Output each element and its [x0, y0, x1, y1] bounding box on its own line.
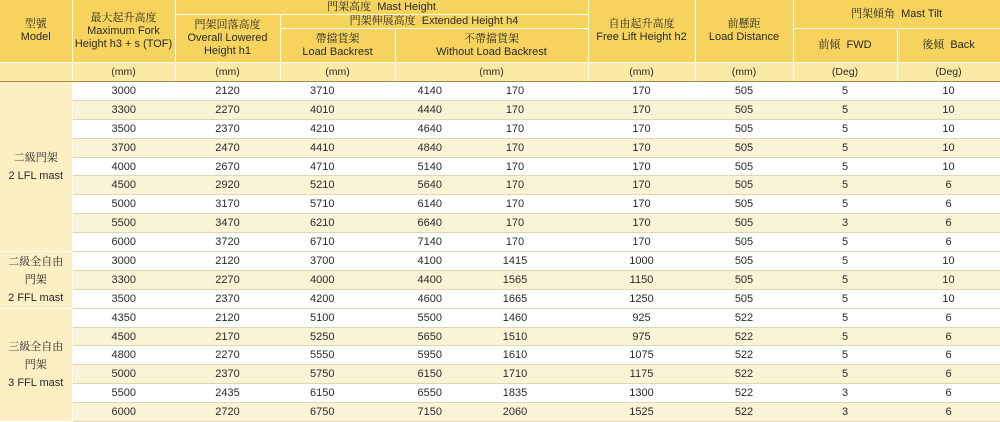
load-distance-cell: 505: [695, 233, 793, 252]
no-backrest-extra-cell: 1460: [442, 308, 588, 327]
no-backrest-extra-cell: 170: [442, 195, 588, 214]
ext-height-no-backrest-cell: 4400: [395, 270, 442, 289]
no-backrest-extra-cell: 170: [442, 214, 588, 233]
table-row: [0, 214, 1000, 233]
tilt-back-cell: 10: [897, 270, 1000, 289]
tilt-fwd-cell: 5: [793, 82, 897, 101]
lowered-height-cell: 2120: [175, 252, 280, 271]
lowered-height-cell: 2720: [175, 403, 280, 422]
ext-height-backrest-cell: 6750: [280, 403, 395, 422]
table-body: [0, 82, 1000, 422]
table-row: [0, 100, 1000, 119]
ext-height-backrest-cell: 6210: [280, 214, 395, 233]
load-distance-cell: 505: [695, 82, 793, 101]
free-lift-cell: 1300: [588, 384, 695, 403]
lowered-height-cell: 2270: [175, 100, 280, 119]
unit-fwd: (Deg): [793, 63, 897, 82]
lowered-height-cell: 2120: [175, 308, 280, 327]
tilt-back-cell: 6: [897, 176, 1000, 195]
ext-height-no-backrest-cell: 5640: [395, 176, 442, 195]
model-header: 型號 Model: [0, 0, 72, 63]
no-backrest-extra-cell: 1510: [442, 327, 588, 346]
ext-height-no-backrest-cell: 4840: [395, 138, 442, 157]
tilt-fwd-cell: 3: [793, 384, 897, 403]
tilt-fwd-cell: 3: [793, 403, 897, 422]
max-fork-height-cell: 3000: [72, 252, 175, 271]
load-distance-cell: 522: [695, 346, 793, 365]
ext-height-no-backrest-cell: 4600: [395, 289, 442, 308]
table-row: [0, 327, 1000, 346]
overall-lowered-header: 門架回落高度 Overall Lowered Height h1: [175, 15, 280, 63]
ext-height-backrest-cell: 5550: [280, 346, 395, 365]
ext-height-no-backrest-cell: 5650: [395, 327, 442, 346]
ext-height-backrest-cell: 6710: [280, 233, 395, 252]
tilt-fwd-cell: 5: [793, 195, 897, 214]
unit-max-fork: (mm): [72, 63, 175, 82]
lowered-height-cell: 2270: [175, 270, 280, 289]
model-cell: 二級門架 2 LFL mast: [0, 82, 72, 252]
load-distance-cell: 505: [695, 138, 793, 157]
tilt-fwd-cell: 5: [793, 289, 897, 308]
lowered-height-cell: 3720: [175, 233, 280, 252]
free-lift-cell: 1175: [588, 365, 695, 384]
tilt-fwd-cell: 5: [793, 252, 897, 271]
ext-height-no-backrest-cell: 4640: [395, 119, 442, 138]
ext-height-backrest-cell: 6150: [280, 384, 395, 403]
ext-height-no-backrest-cell: 4140: [395, 82, 442, 101]
without-load-backrest-header: 不帶擋貨架 Without Load Backrest: [395, 29, 588, 63]
lowered-height-cell: 2370: [175, 365, 280, 384]
max-fork-height-cell: 5000: [72, 365, 175, 384]
load-distance-cell: 505: [695, 176, 793, 195]
lowered-height-cell: 2435: [175, 384, 280, 403]
tilt-back-cell: 10: [897, 82, 1000, 101]
table-row: [0, 289, 1000, 308]
no-backrest-extra-cell: 170: [442, 82, 588, 101]
free-lift-cell: 1000: [588, 252, 695, 271]
free-lift-header: 自由起升高度 Free Lift Height h2: [588, 0, 695, 63]
load-distance-cell: 522: [695, 365, 793, 384]
free-lift-cell: 170: [588, 100, 695, 119]
table-row: [0, 365, 1000, 384]
table-row: [0, 384, 1000, 403]
ext-height-no-backrest-cell: 5500: [395, 308, 442, 327]
ext-height-backrest-cell: 3700: [280, 252, 395, 271]
max-fork-height-cell: 4800: [72, 346, 175, 365]
fwd-header: 前傾 FWD: [793, 29, 897, 63]
tilt-fwd-cell: 5: [793, 100, 897, 119]
no-backrest-extra-cell: 170: [442, 176, 588, 195]
tilt-back-cell: 10: [897, 289, 1000, 308]
ext-height-backrest-cell: 3710: [280, 82, 395, 101]
no-backrest-extra-cell: 170: [442, 138, 588, 157]
tilt-fwd-cell: 5: [793, 233, 897, 252]
lowered-height-cell: 3170: [175, 195, 280, 214]
ext-height-backrest-cell: 4210: [280, 119, 395, 138]
lowered-height-cell: 3470: [175, 214, 280, 233]
no-backrest-extra-cell: 170: [442, 100, 588, 119]
tilt-back-cell: 6: [897, 195, 1000, 214]
tilt-fwd-cell: 5: [793, 176, 897, 195]
free-lift-cell: 170: [588, 157, 695, 176]
unit-load-distance: (mm): [695, 63, 793, 82]
mast-tilt-header: 門架傾角 Mast Tilt: [793, 0, 1000, 29]
load-distance-cell: 522: [695, 403, 793, 422]
no-backrest-extra-cell: 1610: [442, 346, 588, 365]
max-fork-height-cell: 3300: [72, 270, 175, 289]
tilt-fwd-cell: 5: [793, 346, 897, 365]
max-fork-height-cell: 6000: [72, 403, 175, 422]
load-distance-cell: 505: [695, 252, 793, 271]
tilt-back-cell: 10: [897, 252, 1000, 271]
tilt-fwd-cell: 5: [793, 327, 897, 346]
no-backrest-extra-cell: 170: [442, 233, 588, 252]
tilt-fwd-cell: 5: [793, 157, 897, 176]
load-backrest-header: 帶擋貨架 Load Backrest: [280, 29, 395, 63]
tilt-back-cell: 6: [897, 233, 1000, 252]
load-distance-cell: 505: [695, 270, 793, 289]
lowered-height-cell: 2270: [175, 346, 280, 365]
ext-height-backrest-cell: 5250: [280, 327, 395, 346]
tilt-fwd-cell: 5: [793, 138, 897, 157]
table-row: [0, 157, 1000, 176]
ext-height-backrest-cell: 5210: [280, 176, 395, 195]
table-row: [0, 308, 1000, 327]
max-fork-height-cell: 3500: [72, 119, 175, 138]
free-lift-cell: 1075: [588, 346, 695, 365]
ext-height-backrest-cell: 5100: [280, 308, 395, 327]
free-lift-cell: 1250: [588, 289, 695, 308]
lowered-height-cell: 2370: [175, 289, 280, 308]
max-fork-height-header: 最大起升高度 Maximum Fork Height h3 + s (TOF): [72, 0, 175, 63]
free-lift-cell: 170: [588, 138, 695, 157]
ext-height-no-backrest-cell: 6640: [395, 214, 442, 233]
lowered-height-cell: 2170: [175, 327, 280, 346]
free-lift-cell: 1525: [588, 403, 695, 422]
max-fork-height-cell: 3700: [72, 138, 175, 157]
ext-height-backrest-cell: 4010: [280, 100, 395, 119]
free-lift-cell: 170: [588, 82, 695, 101]
load-distance-cell: 505: [695, 289, 793, 308]
max-fork-height-cell: 3000: [72, 82, 175, 101]
unit-free-lift: (mm): [588, 63, 695, 82]
unit-back: (Deg): [897, 63, 1000, 82]
ext-height-backrest-cell: 5710: [280, 195, 395, 214]
table-row: [0, 233, 1000, 252]
unit-lowered: (mm): [175, 63, 280, 82]
ext-height-no-backrest-cell: 5140: [395, 157, 442, 176]
no-backrest-extra-cell: 170: [442, 157, 588, 176]
no-backrest-extra-cell: 170: [442, 119, 588, 138]
ext-height-backrest-cell: 4710: [280, 157, 395, 176]
tilt-back-cell: 6: [897, 308, 1000, 327]
unit-no-backrest: (mm): [395, 63, 588, 82]
tilt-back-cell: 10: [897, 100, 1000, 119]
table-row: [0, 138, 1000, 157]
ext-height-no-backrest-cell: 4440: [395, 100, 442, 119]
max-fork-height-cell: 4500: [72, 176, 175, 195]
load-distance-cell: 505: [695, 214, 793, 233]
mast-height-header: 門架高度 Mast Height: [175, 0, 588, 15]
max-fork-height-cell: 6000: [72, 233, 175, 252]
load-distance-cell: 522: [695, 327, 793, 346]
ext-height-no-backrest-cell: 4100: [395, 252, 442, 271]
max-fork-height-cell: 5000: [72, 195, 175, 214]
no-backrest-extra-cell: 1710: [442, 365, 588, 384]
free-lift-cell: 170: [588, 214, 695, 233]
free-lift-cell: 975: [588, 327, 695, 346]
table-row: [0, 270, 1000, 289]
tilt-back-cell: 10: [897, 138, 1000, 157]
ext-height-no-backrest-cell: 6150: [395, 365, 442, 384]
max-fork-height-cell: 5500: [72, 384, 175, 403]
load-distance-cell: 505: [695, 100, 793, 119]
max-fork-height-cell: 3500: [72, 289, 175, 308]
ext-height-backrest-cell: 4200: [280, 289, 395, 308]
load-distance-cell: 505: [695, 195, 793, 214]
ext-height-no-backrest-cell: 7140: [395, 233, 442, 252]
free-lift-cell: 1150: [588, 270, 695, 289]
load-distance-cell: 505: [695, 157, 793, 176]
table-row: [0, 176, 1000, 195]
load-distance-header: 前懸距 Load Distance: [695, 0, 793, 63]
ext-height-backrest-cell: 5750: [280, 365, 395, 384]
load-distance-cell: 505: [695, 119, 793, 138]
tilt-back-cell: 6: [897, 403, 1000, 422]
tilt-back-cell: 6: [897, 384, 1000, 403]
table-row: [0, 82, 1000, 101]
tilt-back-cell: 6: [897, 327, 1000, 346]
tilt-fwd-cell: 5: [793, 119, 897, 138]
table-row: [0, 252, 1000, 271]
tilt-back-cell: 6: [897, 346, 1000, 365]
tilt-back-cell: 6: [897, 365, 1000, 384]
tilt-fwd-cell: 3: [793, 214, 897, 233]
unit-blank: [0, 63, 72, 82]
ext-height-no-backrest-cell: 5950: [395, 346, 442, 365]
tilt-back-cell: 6: [897, 214, 1000, 233]
max-fork-height-cell: 3300: [72, 100, 175, 119]
free-lift-cell: 170: [588, 176, 695, 195]
lowered-height-cell: 2370: [175, 119, 280, 138]
table-row: [0, 195, 1000, 214]
table-header: [0, 0, 1000, 82]
free-lift-cell: 170: [588, 119, 695, 138]
tilt-back-cell: 10: [897, 119, 1000, 138]
ext-height-no-backrest-cell: 6140: [395, 195, 442, 214]
max-fork-height-cell: 5500: [72, 214, 175, 233]
free-lift-cell: 925: [588, 308, 695, 327]
extended-height-header: 門架伸展高度 Extended Height h4: [280, 15, 588, 29]
table-row: [0, 403, 1000, 422]
ext-height-no-backrest-cell: 7150: [395, 403, 442, 422]
load-distance-cell: 522: [695, 384, 793, 403]
no-backrest-extra-cell: 1565: [442, 270, 588, 289]
no-backrest-extra-cell: 1835: [442, 384, 588, 403]
max-fork-height-cell: 4000: [72, 157, 175, 176]
ext-height-no-backrest-cell: 6550: [395, 384, 442, 403]
load-distance-cell: 522: [695, 308, 793, 327]
tilt-fwd-cell: 5: [793, 270, 897, 289]
max-fork-height-cell: 4500: [72, 327, 175, 346]
ext-height-backrest-cell: 4410: [280, 138, 395, 157]
tilt-fwd-cell: 5: [793, 308, 897, 327]
free-lift-cell: 170: [588, 233, 695, 252]
lowered-height-cell: 2670: [175, 157, 280, 176]
tilt-fwd-cell: 5: [793, 365, 897, 384]
no-backrest-extra-cell: 1665: [442, 289, 588, 308]
table-row: [0, 346, 1000, 365]
lowered-height-cell: 2920: [175, 176, 280, 195]
model-cell: 二級全自由 門架 2 FFL mast: [0, 252, 72, 309]
no-backrest-extra-cell: 1415: [442, 252, 588, 271]
model-cell: 三級全自由 門架 3 FFL mast: [0, 308, 72, 421]
unit-backrest: (mm): [280, 63, 395, 82]
table-row: [0, 119, 1000, 138]
no-backrest-extra-cell: 2060: [442, 403, 588, 422]
free-lift-cell: 170: [588, 195, 695, 214]
max-fork-height-cell: 4350: [72, 308, 175, 327]
back-header: 後傾 Back: [897, 29, 1000, 63]
ext-height-backrest-cell: 4000: [280, 270, 395, 289]
lowered-height-cell: 2120: [175, 82, 280, 101]
lowered-height-cell: 2470: [175, 138, 280, 157]
tilt-back-cell: 10: [897, 157, 1000, 176]
